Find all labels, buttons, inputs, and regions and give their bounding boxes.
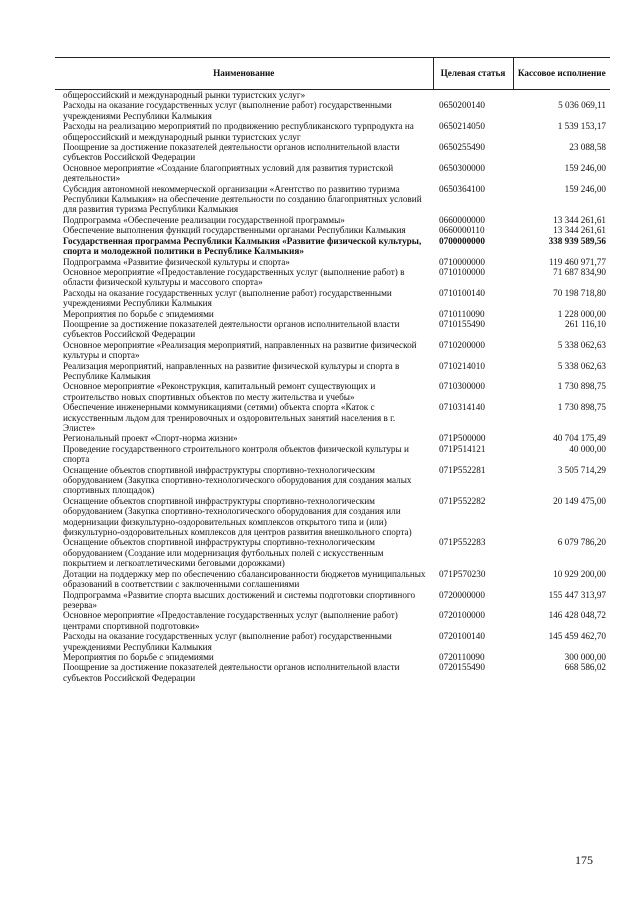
row-code-cell: 0650364100 <box>439 183 485 194</box>
header-amount: Кассовое исполнение <box>513 58 610 90</box>
table-row <box>55 288 610 309</box>
row-code-cell: 0720100140 <box>439 631 485 642</box>
table-row <box>55 537 610 568</box>
row-amount-cell: 145 459 462,70 <box>548 631 606 642</box>
row-name-cell: Оснащение объектов спортивной инфраструктуры спортивно-технологическим оборудованием (Закупка спортивно-технологического оборудования для создания малых спортивных площадок) <box>63 464 412 496</box>
table-row <box>55 402 610 433</box>
row-name-cell: Поощрение за достижение показателей деятельности органов исполнительной власти субъектов Российской Федерации <box>63 142 400 163</box>
table-row <box>55 496 610 538</box>
table-row <box>55 340 610 361</box>
row-name-cell: Субсидия автономной некоммерческой организации «Агентство по развитию туризма Республики Калмыкия» на обеспечение деятельности по созданию благоприятных условий для развития туризма Республики Калмыкия <box>63 183 422 215</box>
row-code-cell: 071P552282 <box>439 495 486 506</box>
table-row <box>55 184 610 215</box>
row-code-cell <box>433 90 513 101</box>
table-row <box>55 121 610 142</box>
row-code-cell: 0710100000 <box>439 266 485 277</box>
row-code-cell: 0720155490 <box>439 662 485 673</box>
row-name-cell: Оснащение объектов спортивной инфраструктуры спортивно-технологическим оборудованием (Закупка спортивно-технологического оборудования для создания или модернизации физкультурно-оздоровительных комплексов открытого типа и (или) физкультурно-оздоровительных комплексов для центров развития внешкольного спорта) <box>63 495 412 538</box>
row-code-cell: 0710200000 <box>439 339 485 350</box>
table-body <box>55 90 610 684</box>
row-code-cell: 0710314140 <box>439 402 485 413</box>
row-code-cell: 0720110090 <box>439 651 485 662</box>
row-code-cell: 0710000000 <box>439 256 485 267</box>
row-amount-cell: 5 338 062,63 <box>557 339 606 350</box>
row-code-cell: 0710100140 <box>439 287 485 298</box>
row-name-cell: Основное мероприятие «Реализация мероприятий, направленных на развитие физической культуры и спорта» <box>63 339 417 361</box>
row-name-cell: Государственная программа Республики Калмыкия «Развитие физической культуры, спорта и молодежной политики в Республике Калмыкия» <box>63 235 422 257</box>
row-name-cell: Подпрограмма «Обеспечение реализации государственной программы» <box>63 214 345 225</box>
header-code: Целевая статья <box>433 58 513 90</box>
table-row <box>55 142 610 163</box>
row-name-cell: Дотации на поддержку мер по обеспечению сбалансированности бюджетов муниципальных образований в соответствии с заключенными соглашениями <box>63 568 426 590</box>
row-amount-cell: 3 505 714,29 <box>557 464 606 475</box>
row-code-cell: 0710110090 <box>439 308 485 319</box>
row-amount-cell: 40 000,00 <box>569 443 606 454</box>
table-row <box>55 236 610 257</box>
row-amount-cell: 668 586,02 <box>564 662 606 673</box>
row-code-cell: 0650214050 <box>439 121 485 132</box>
table-row <box>55 163 610 184</box>
row-amount-cell: 119 460 971,77 <box>548 256 606 267</box>
row-code-cell: 0660000110 <box>439 225 485 236</box>
row-name-cell: Основное мероприятие «Предоставление государственных услуг (выполнение работ) центрами спортивной подготовки» <box>63 610 398 631</box>
row-amount-cell: 13 344 261,61 <box>553 214 606 225</box>
table-row <box>55 319 610 340</box>
table-row <box>55 590 610 611</box>
row-name-cell: Региональный проект «Спорт-норма жизни» <box>63 433 238 444</box>
document-page <box>55 57 610 683</box>
row-amount-cell: 23 088,58 <box>569 142 606 153</box>
row-amount-cell: 261 116,10 <box>564 318 606 329</box>
row-amount-cell: 159 246,00 <box>564 162 606 173</box>
table-row <box>55 465 610 496</box>
row-code-cell: 071P552283 <box>439 537 486 548</box>
table-row <box>55 652 610 662</box>
row-code-cell: 0700000000 <box>439 235 485 246</box>
table-row <box>55 100 610 121</box>
row-name-cell: Обеспечение выполнения функций государственными органами Республики Калмыкия <box>63 225 406 236</box>
row-amount-cell: 70 198 718,80 <box>553 287 606 298</box>
row-name-cell: Оснащение объектов спортивной инфраструктуры спортивно-технологическим оборудованием (Создание или модернизация футбольных полей с искусственным покрытием и легкоатлетическими беговыми дорожками) <box>63 537 384 569</box>
row-name-cell: Расходы на оказание государственных услуг (выполнение работ) государственными учреждениями Республики Калмыкия <box>63 100 392 121</box>
row-amount-cell: 146 428 048,72 <box>548 610 606 621</box>
table-row <box>55 225 610 235</box>
row-name-cell: Основное мероприятие «Реконструкция, капитальный ремонт существующих и строительство новых спортивных объектов по месту жительства и учебы» <box>63 381 376 402</box>
row-name-cell: общероссийский и международный рынки туристских услуг» <box>63 90 306 100</box>
row-amount-cell: 5 036 069,11 <box>558 100 606 111</box>
row-code-cell: 0710155490 <box>439 318 485 329</box>
row-amount-cell: 71 687 834,90 <box>553 266 606 277</box>
row-name-cell: Реализация мероприятий, направленных на развитие физической культуры и спорта в Республике Калмыкия <box>63 360 400 381</box>
table-row <box>55 433 610 443</box>
row-code-cell: 0650200140 <box>439 100 485 111</box>
table-row <box>55 309 610 319</box>
table-row <box>55 257 610 267</box>
row-name-cell: Поощрение за достижение показателей деятельности органов исполнительной власти субъектов Российской Федерации <box>63 662 400 683</box>
row-code-cell: 071P552281 <box>439 464 486 475</box>
table-row <box>55 215 610 225</box>
row-amount-cell: 1 730 898,75 <box>557 381 606 392</box>
table-row <box>55 381 610 402</box>
row-amount-cell: 13 344 261,61 <box>553 225 606 236</box>
row-name-cell: Поощрение за достижение показателей деятельности органов исполнительной власти субъектов Российской Федерации <box>63 318 400 340</box>
row-amount-cell: 155 447 313,97 <box>548 589 606 600</box>
table-row <box>55 569 610 590</box>
row-name-cell: Мероприятия по борьбе с эпидемиями <box>63 308 214 319</box>
table-row <box>55 267 610 288</box>
budget-table <box>55 57 610 683</box>
row-amount-cell: 40 704 175,49 <box>553 433 606 444</box>
row-code-cell: 0660000000 <box>439 214 485 225</box>
row-code-cell: 071P514121 <box>439 443 486 454</box>
row-name-cell: Расходы на реализацию мероприятий по продвижению республиканского турпродукта на общероссийский и международный рынки туристских услуг <box>63 121 414 142</box>
table-row <box>55 90 610 101</box>
row-name-cell: Расходы на оказание государственных услуг (выполнение работ) государственными учреждениями Республики Калмыкия <box>63 287 392 309</box>
table-row <box>55 631 610 652</box>
row-code-cell: 0710214010 <box>439 360 485 371</box>
table-row <box>55 444 610 465</box>
row-code-cell: 0650300000 <box>439 162 485 173</box>
table-row <box>55 361 610 382</box>
table-row <box>55 662 610 683</box>
row-name-cell: Расходы на оказание государственных услуг (выполнение работ) государственными учреждениями Республики Калмыкия <box>63 631 392 652</box>
page-number: 175 <box>575 853 593 867</box>
table-header <box>55 58 610 90</box>
row-name-cell: Мероприятия по борьбе с эпидемиями <box>63 651 214 662</box>
row-amount-cell: 6 079 786,20 <box>557 537 606 548</box>
row-amount-cell: 1 539 153,17 <box>557 121 606 132</box>
row-code-cell: 0650255490 <box>439 142 485 153</box>
row-name-cell: Обеспечение инженерными коммуникациями (сетями) объекта спорта «Каток с искусственным льдом для тренировочных и оздоровительных занятий населения в г. Элисте» <box>63 402 396 433</box>
row-amount-cell: 1 730 898,75 <box>557 402 606 413</box>
row-code-cell: 0720000000 <box>439 589 485 600</box>
row-name-cell: Подпрограмма «Развитие спорта высших достижений и системы подготовки спортивного резерва» <box>63 589 416 610</box>
row-amount-cell: 1 228 000,00 <box>557 308 606 319</box>
row-amount-cell: 300 000,00 <box>564 651 606 662</box>
header-name: Наименование <box>55 58 433 90</box>
row-amount-cell: 20 149 475,00 <box>553 495 606 506</box>
row-name-cell: Проведение государственного строительного контроля объектов физической культуры и спорта <box>63 443 409 465</box>
row-name-cell: Основное мероприятие «Предоставление государственных услуг (выполнение работ) в области физической культуры и массового спорта» <box>63 266 405 288</box>
table-row <box>55 610 610 631</box>
row-amount-cell <box>513 90 610 101</box>
row-amount-cell: 5 338 062,63 <box>557 360 606 371</box>
row-name-cell: Подпрограмма «Развитие физической культуры и спорта» <box>63 256 290 267</box>
row-amount-cell: 10 929 200,00 <box>553 568 606 579</box>
row-code-cell: 071P570230 <box>439 568 486 579</box>
row-amount-cell: 159 246,00 <box>564 183 606 194</box>
row-amount-cell: 338 939 589,56 <box>548 235 606 246</box>
row-code-cell: 0710300000 <box>439 381 485 392</box>
row-code-cell: 071P500000 <box>439 433 486 444</box>
row-name-cell: Основное мероприятие «Создание благоприятных условий для развития туристской деятельности» <box>63 162 394 184</box>
row-code-cell: 0720100000 <box>439 610 485 621</box>
